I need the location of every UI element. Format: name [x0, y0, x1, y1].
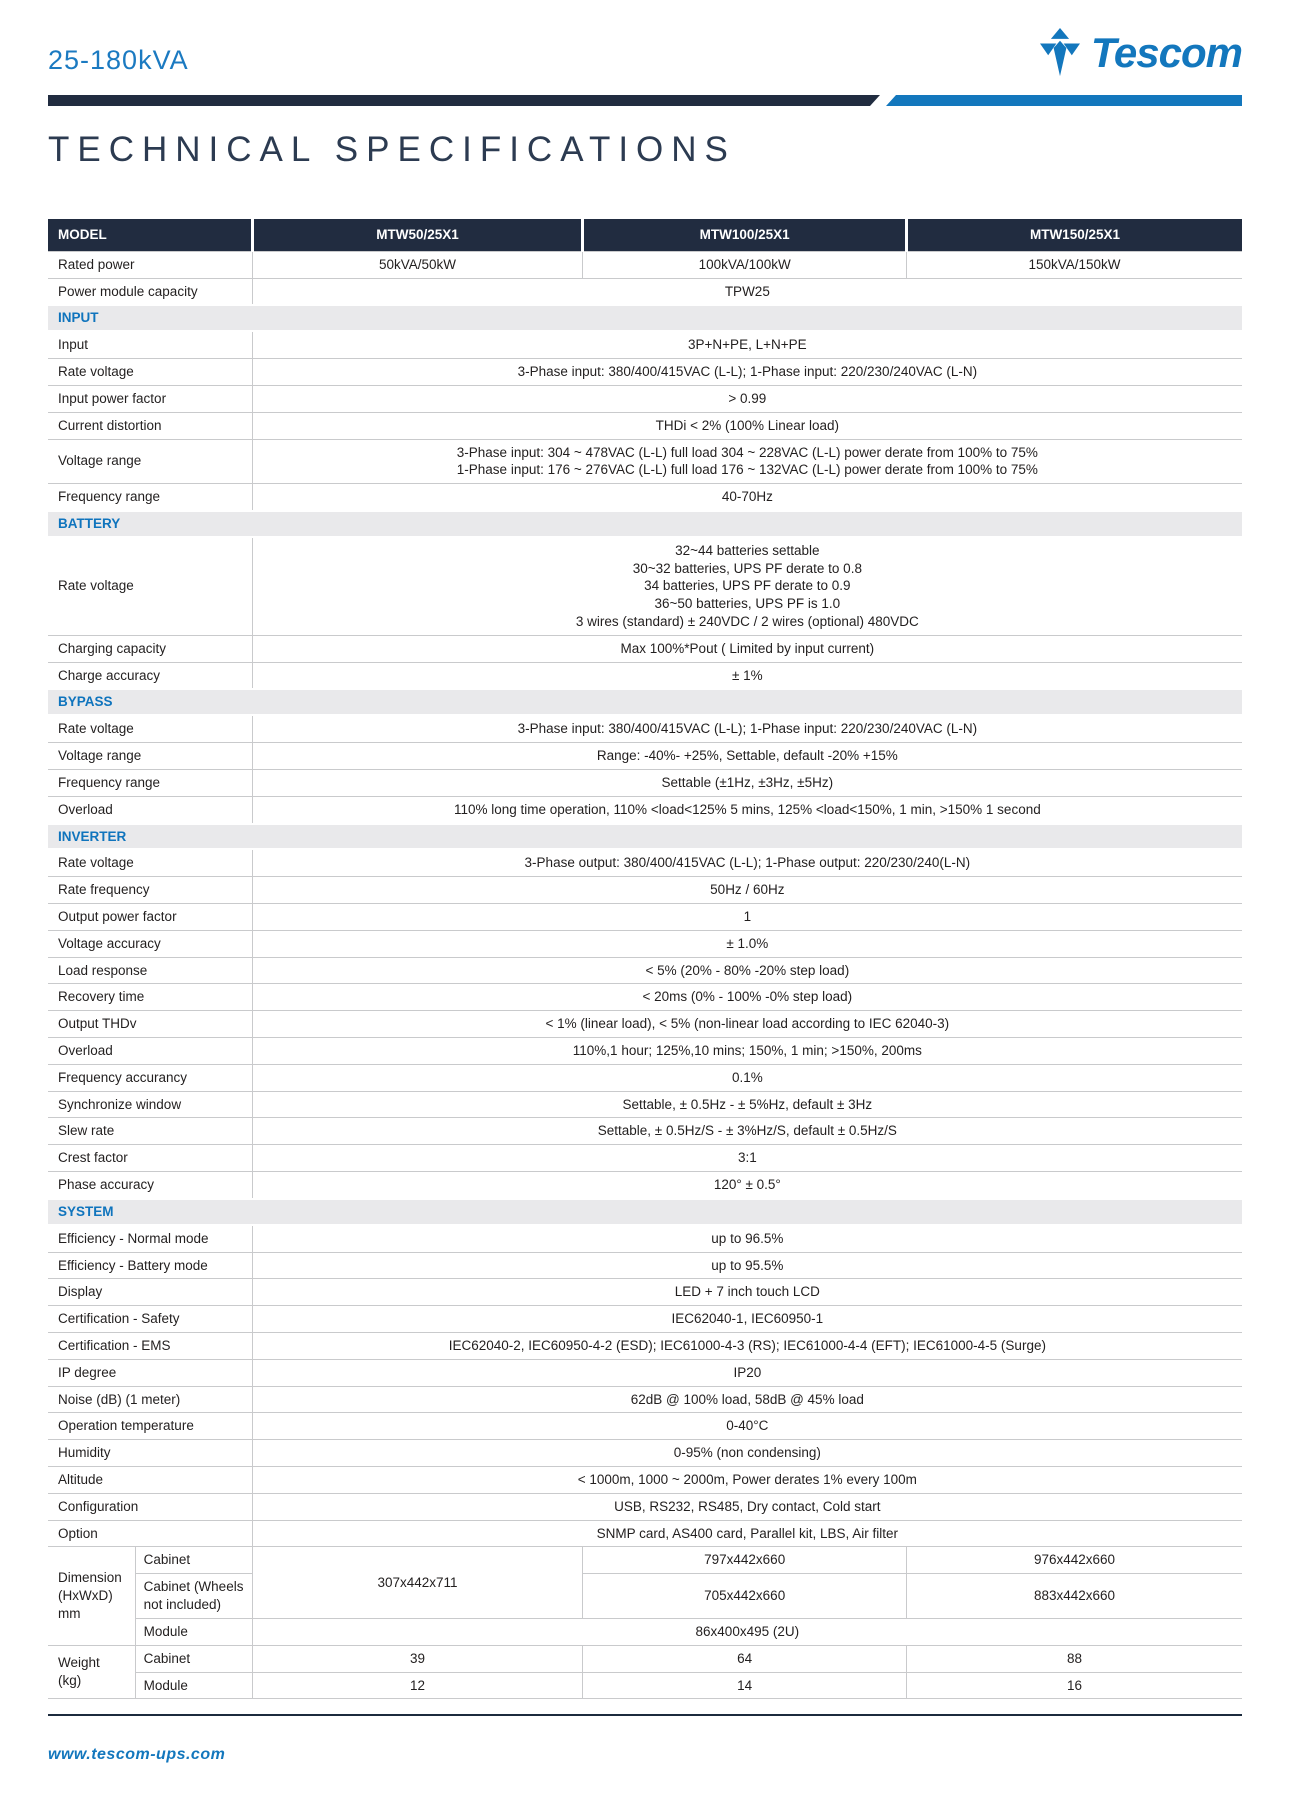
row-label: Input power factor [48, 385, 252, 412]
table-row [48, 877, 1242, 904]
row-label: Rate frequency [48, 877, 252, 904]
row-value: 3:1 [252, 1145, 1242, 1172]
row-label: Crest factor [48, 1145, 252, 1172]
table-row [48, 484, 1242, 511]
row-label: Humidity [48, 1440, 252, 1467]
row-value: 62dB @ 100% load, 58dB @ 45% load [252, 1386, 1242, 1413]
row-value: < 5% (20% - 80% -20% step load) [252, 957, 1242, 984]
value-line: 32~44 batteries settable [675, 542, 820, 558]
table-row [48, 1038, 1242, 1065]
table-row [48, 1225, 1242, 1252]
row-label: Synchronize window [48, 1091, 252, 1118]
table-row [48, 1064, 1242, 1091]
row-value: 88 [906, 1645, 1242, 1672]
value-line: 3-Phase input: 304 ~ 478VAC (L-L) full load 304 ~ 228VAC (L-L) power derate from 100% to 75% [456, 444, 1038, 460]
row-label: Overload [48, 1038, 252, 1065]
row-label: Rate voltage [48, 849, 252, 876]
row-label: Power module capacity [48, 278, 252, 305]
row-value [252, 537, 1242, 636]
row-label: Charging capacity [48, 635, 252, 662]
group-sub-label: Cabinet [135, 1645, 252, 1672]
row-value: 3-Phase input: 380/400/415VAC (L-L); 1-Phase input: 220/230/240VAC (L-N) [252, 715, 1242, 742]
row-value: USB, RS232, RS485, Dry contact, Cold start [252, 1493, 1242, 1520]
row-value: 705x442x660 [583, 1574, 907, 1619]
row-value: up to 96.5% [252, 1225, 1242, 1252]
row-value: 0-40°C [252, 1413, 1242, 1440]
table-row [48, 1306, 1242, 1333]
divider-dark-segment [48, 95, 880, 106]
row-label: Certification - Safety [48, 1306, 252, 1333]
row-value: IEC62040-1, IEC60950-1 [252, 1306, 1242, 1333]
table-row [48, 412, 1242, 439]
row-value: IP20 [252, 1359, 1242, 1386]
group-label: Weight (kg) [48, 1645, 135, 1699]
row-value: 3-Phase output: 380/400/415VAC (L-L); 1-Phase output: 220/230/240(L-N) [252, 849, 1242, 876]
page-header [48, 0, 1242, 78]
row-value: 110% long time operation, 110% <load<125% 5 mins, 125% <load<150%, 1 min, >150% 1 second [252, 796, 1242, 823]
col-header-mtw150-25x1: MTW150/25X1 [906, 219, 1242, 251]
row-value: 1 [252, 903, 1242, 930]
table-row [48, 1252, 1242, 1279]
row-value: 16 [906, 1672, 1242, 1699]
row-value: 100kVA/100kW [583, 251, 907, 278]
row-label: Rate voltage [48, 359, 252, 386]
row-label: Voltage range [48, 743, 252, 770]
row-label: Recovery time [48, 984, 252, 1011]
spec-table [48, 219, 1242, 1699]
table-row [48, 1145, 1242, 1172]
table-row [48, 1091, 1242, 1118]
group-sub-label: Cabinet (Wheels not included) [135, 1574, 252, 1619]
row-label: Frequency range [48, 769, 252, 796]
row-value: IEC62040-2, IEC60950-4-2 (ESD); IEC61000-4-3 (RS); IEC61000-4-4 (EFT); IEC61000-4-5 (Surge) [252, 1332, 1242, 1359]
row-value: THDi < 2% (100% Linear load) [252, 412, 1242, 439]
row-value: 883x442x660 [906, 1574, 1242, 1619]
row-label: Altitude [48, 1467, 252, 1494]
table-row [48, 331, 1242, 358]
table-row [48, 1011, 1242, 1038]
row-value: Settable, ± 0.5Hz/S - ± 3%Hz/S, default ± 0.5Hz/S [252, 1118, 1242, 1145]
table-row [48, 1118, 1242, 1145]
page-title: TECHNICAL SPECIFICATIONS [48, 130, 736, 169]
table-row [48, 1645, 1242, 1672]
row-value: ± 1.0% [252, 930, 1242, 957]
row-value: LED + 7 inch touch LCD [252, 1279, 1242, 1306]
header-divider [48, 95, 1242, 106]
row-value: up to 95.5% [252, 1252, 1242, 1279]
row-label: Configuration [48, 1493, 252, 1520]
row-value: 110%,1 hour; 125%,10 mins; 150%, 1 min; >150%, 200ms [252, 1038, 1242, 1065]
group-sub-label: Module [135, 1672, 252, 1699]
row-value: 14 [583, 1672, 907, 1699]
row-value: Settable, ± 0.5Hz - ± 5%Hz, default ± 3Hz [252, 1091, 1242, 1118]
group-sub-label: Cabinet [135, 1547, 252, 1574]
table-row [48, 1672, 1242, 1699]
row-value: 3-Phase input: 380/400/415VAC (L-L); 1-Phase input: 220/230/240VAC (L-N) [252, 359, 1242, 386]
row-label: Output THDv [48, 1011, 252, 1038]
section-row [48, 511, 1242, 537]
row-label: Frequency accurancy [48, 1064, 252, 1091]
table-row [48, 1574, 1242, 1619]
table-row [48, 1172, 1242, 1199]
table-row [48, 930, 1242, 957]
value-line: 36~50 batteries, UPS PF is 1.0 [654, 596, 841, 612]
table-row [48, 796, 1242, 823]
section-row [48, 1199, 1242, 1225]
row-label: Charge accuracy [48, 662, 252, 689]
row-label: Operation temperature [48, 1413, 252, 1440]
row-value: ± 1% [252, 662, 1242, 689]
row-value: SNMP card, AS400 card, Parallel kit, LBS, Air filter [252, 1520, 1242, 1547]
row-value: Max 100%*Pout ( Limited by input current) [252, 635, 1242, 662]
table-row [48, 1547, 1242, 1574]
row-label: Efficiency - Battery mode [48, 1252, 252, 1279]
table-header-row [48, 219, 1242, 251]
value-line: 34 batteries, UPS PF derate to 0.9 [644, 578, 851, 594]
col-header-mtw50-25x1: MTW50/25X1 [252, 219, 583, 251]
table-row [48, 984, 1242, 1011]
row-value: 50kVA/50kW [252, 251, 583, 278]
row-value: TPW25 [252, 278, 1242, 305]
table-row [48, 1332, 1242, 1359]
row-value: Range: -40%- +25%, Settable, default -20% +15% [252, 743, 1242, 770]
row-value: 50Hz / 60Hz [252, 877, 1242, 904]
row-value: < 20ms (0% - 100% -0% step load) [252, 984, 1242, 1011]
table-row [48, 903, 1242, 930]
table-row [48, 537, 1242, 636]
row-value: 797x442x660 [583, 1547, 907, 1574]
table-row [48, 1359, 1242, 1386]
row-value: 64 [583, 1645, 907, 1672]
divider-blue-segment [886, 95, 1242, 106]
group-sub-label: Module [135, 1618, 252, 1645]
row-label: Certification - EMS [48, 1332, 252, 1359]
row-label: Rate voltage [48, 715, 252, 742]
tescom-logo-text: Tescom [1090, 29, 1242, 76]
row-label: Overload [48, 796, 252, 823]
row-label: Output power factor [48, 903, 252, 930]
footer-rule [48, 1714, 1242, 1716]
section-row [48, 689, 1242, 715]
row-label: Noise (dB) (1 meter) [48, 1386, 252, 1413]
section-label: INVERTER [48, 824, 1242, 850]
value-line: 1-Phase input: 176 ~ 276VAC (L-L) full load 176 ~ 132VAC (L-L) power derate from 100% to 75% [456, 462, 1038, 478]
row-label: Phase accuracy [48, 1172, 252, 1199]
row-value: 86x400x495 (2U) [252, 1618, 1242, 1645]
row-label: Voltage accuracy [48, 930, 252, 957]
value-line: 3 wires (standard) ± 240VDC / 2 wires (optional) 480VDC [575, 614, 919, 629]
row-value: 0-95% (non condensing) [252, 1440, 1242, 1467]
table-row [48, 635, 1242, 662]
table-row [48, 1467, 1242, 1494]
row-label: Efficiency - Normal mode [48, 1225, 252, 1252]
group-label: Dimension (HxWxD) mm [48, 1547, 135, 1645]
row-value: 976x442x660 [906, 1547, 1242, 1574]
row-value: 150kVA/150kW [906, 251, 1242, 278]
row-label: Frequency range [48, 484, 252, 511]
table-row [48, 1520, 1242, 1547]
row-value: 12 [252, 1672, 583, 1699]
table-row [48, 439, 1242, 484]
col-header-model: MODEL [48, 219, 252, 251]
spec-table-body [48, 219, 1242, 1699]
row-label: Option [48, 1520, 252, 1547]
row-label: IP degree [48, 1359, 252, 1386]
row-label: Rate voltage [48, 537, 252, 636]
col-header-mtw100-25x1: MTW100/25X1 [583, 219, 907, 251]
row-value: Settable (±1Hz, ±3Hz, ±5Hz) [252, 769, 1242, 796]
table-row [48, 743, 1242, 770]
row-value: 3P+N+PE, L+N+PE [252, 331, 1242, 358]
table-row [48, 1279, 1242, 1306]
row-value [252, 439, 1242, 484]
tescom-logo-icon [1037, 28, 1083, 78]
row-label: Load response [48, 957, 252, 984]
table-row [48, 1440, 1242, 1467]
row-value: 120° ± 0.5° [252, 1172, 1242, 1199]
row-value: > 0.99 [252, 385, 1242, 412]
row-label: Display [48, 1279, 252, 1306]
table-row [48, 359, 1242, 386]
table-row [48, 251, 1242, 278]
table-row [48, 957, 1242, 984]
section-row [48, 305, 1242, 331]
row-value: 39 [252, 1645, 583, 1672]
table-row [48, 849, 1242, 876]
row-value: < 1000m, 1000 ~ 2000m, Power derates 1% every 100m [252, 1467, 1242, 1494]
section-row [48, 824, 1242, 850]
row-label: Rated power [48, 251, 252, 278]
product-range: 25-180kVA [48, 45, 189, 75]
table-row [48, 385, 1242, 412]
section-label: BYPASS [48, 689, 1242, 715]
table-row [48, 715, 1242, 742]
table-row [48, 1618, 1242, 1645]
row-label: Voltage range [48, 439, 252, 484]
row-value: 0.1% [252, 1064, 1242, 1091]
table-row [48, 278, 1242, 305]
section-label: INPUT [48, 305, 1242, 331]
section-label: SYSTEM [48, 1199, 1242, 1225]
row-value: < 1% (linear load), < 5% (non-linear load according to IEC 62040-3) [252, 1011, 1242, 1038]
table-row [48, 769, 1242, 796]
table-row [48, 1386, 1242, 1413]
row-label: Current distortion [48, 412, 252, 439]
table-row [48, 1493, 1242, 1520]
row-label: Slew rate [48, 1118, 252, 1145]
section-label: BATTERY [48, 511, 1242, 537]
value-line: 30~32 batteries, UPS PF derate to 0.8 [632, 560, 862, 576]
tescom-logo [1037, 28, 1242, 78]
website-link[interactable]: www.tescom-ups.com [48, 1746, 226, 1763]
row-value: 307x442x711 [252, 1547, 583, 1618]
row-label: Input [48, 331, 252, 358]
table-row [48, 662, 1242, 689]
row-value: 40-70Hz [252, 484, 1242, 511]
table-row [48, 1413, 1242, 1440]
